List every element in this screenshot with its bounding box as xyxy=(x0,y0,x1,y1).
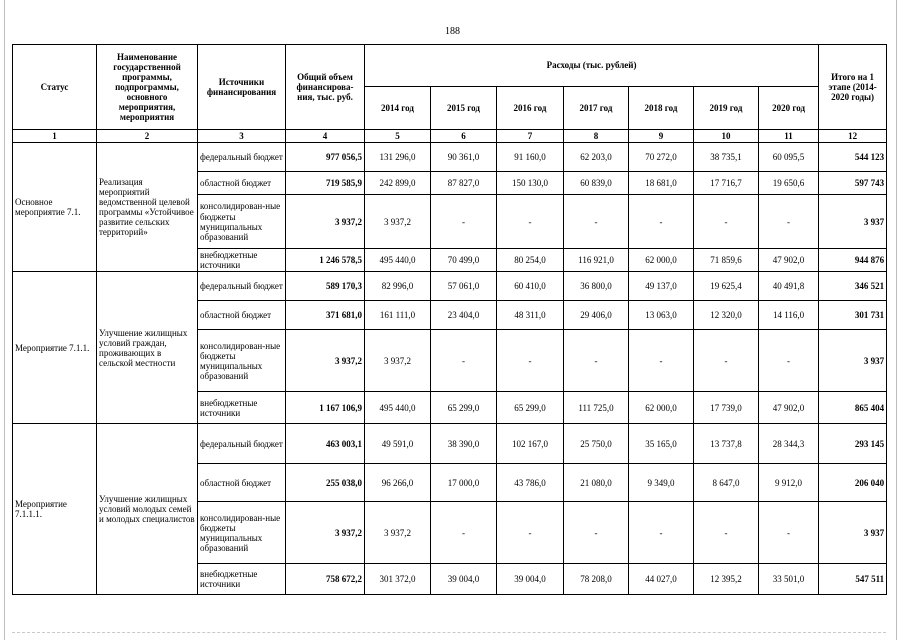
stage-total-cell: 3 937 xyxy=(819,195,887,249)
year-value-cell: 242 899,0 xyxy=(365,172,431,195)
year-value-cell: - xyxy=(629,195,694,249)
year-value-cell: 38 390,0 xyxy=(431,424,497,464)
year-value-cell: 33 501,0 xyxy=(759,564,819,595)
year-value-cell: 40 491,8 xyxy=(759,272,819,301)
stage-total-cell: 3 937 xyxy=(819,502,887,564)
year-value-cell: 102 167,0 xyxy=(497,424,564,464)
year-value-cell: 21 080,0 xyxy=(564,464,629,502)
year-value-cell: 96 266,0 xyxy=(365,464,431,502)
year-value-cell: 495 440,0 xyxy=(365,392,431,424)
column-number: 1 xyxy=(13,130,97,143)
program-name-cell: Реализация мероприятий ведомственной целевой программы «Устойчивое развитие сельских территорий» xyxy=(97,143,198,272)
year-value-cell: - xyxy=(694,502,759,564)
year-value-cell: 17 739,0 xyxy=(694,392,759,424)
year-value-cell: 150 130,0 xyxy=(497,172,564,195)
column-number: 4 xyxy=(286,130,365,143)
year-value-cell: 36 800,0 xyxy=(564,272,629,301)
program-name-cell: Улучшение жилищных условий граждан, проживающих в сельской местности xyxy=(97,272,198,424)
year-value-cell: 62 203,0 xyxy=(564,143,629,172)
scan-footer-artifact xyxy=(12,632,886,635)
year-value-cell: - xyxy=(564,502,629,564)
year-value-cell: 71 859,6 xyxy=(694,249,759,272)
stage-total-cell: 3 937 xyxy=(819,330,887,392)
column-number: 6 xyxy=(431,130,497,143)
header-year: 2015 год xyxy=(431,87,497,130)
year-value-cell: - xyxy=(759,330,819,392)
total-volume-cell: 463 003,1 xyxy=(286,424,365,464)
year-value-cell: 18 681,0 xyxy=(629,172,694,195)
stage-total-cell: 293 145 xyxy=(819,424,887,464)
table-row xyxy=(13,424,887,464)
year-value-cell: 23 404,0 xyxy=(431,301,497,330)
header-year: 2017 год xyxy=(564,87,629,130)
year-value-cell: 17 000,0 xyxy=(431,464,497,502)
year-value-cell: 48 311,0 xyxy=(497,301,564,330)
stage-total-cell: 597 743 xyxy=(819,172,887,195)
total-volume-cell: 255 038,0 xyxy=(286,464,365,502)
year-value-cell: 19 625,4 xyxy=(694,272,759,301)
scan-edge-left xyxy=(4,0,5,640)
year-value-cell: 12 395,2 xyxy=(694,564,759,595)
funding-source-cell: внебюджетные источники xyxy=(198,249,286,272)
year-value-cell: 3 937,2 xyxy=(365,330,431,392)
header-year: 2016 год xyxy=(497,87,564,130)
year-value-cell: - xyxy=(497,330,564,392)
year-value-cell: - xyxy=(431,502,497,564)
total-volume-cell: 3 937,2 xyxy=(286,195,365,249)
year-value-cell: 62 000,0 xyxy=(629,392,694,424)
year-value-cell: - xyxy=(431,330,497,392)
page-number: 188 xyxy=(445,26,460,37)
year-value-cell: - xyxy=(564,195,629,249)
year-value-cell: 70 499,0 xyxy=(431,249,497,272)
header-status: Статус xyxy=(13,45,97,130)
year-value-cell: 3 937,2 xyxy=(365,502,431,564)
funding-source-cell: внебюджетные источники xyxy=(198,564,286,595)
year-value-cell: 25 750,0 xyxy=(564,424,629,464)
year-value-cell: 78 208,0 xyxy=(564,564,629,595)
total-volume-cell: 1 167 106,9 xyxy=(286,392,365,424)
year-value-cell: 43 786,0 xyxy=(497,464,564,502)
funding-source-cell: внебюджетные источники xyxy=(198,392,286,424)
year-value-cell: 60 095,5 xyxy=(759,143,819,172)
total-volume-cell: 3 937,2 xyxy=(286,330,365,392)
year-value-cell: - xyxy=(497,502,564,564)
funding-source-cell: областной бюджет xyxy=(198,301,286,330)
year-value-cell: - xyxy=(694,195,759,249)
stage-total-cell: 547 511 xyxy=(819,564,887,595)
year-value-cell: 495 440,0 xyxy=(365,249,431,272)
total-volume-cell: 371 681,0 xyxy=(286,301,365,330)
year-value-cell: - xyxy=(759,502,819,564)
year-value-cell: 35 165,0 xyxy=(629,424,694,464)
year-value-cell: - xyxy=(564,330,629,392)
year-value-cell: 91 160,0 xyxy=(497,143,564,172)
column-number: 7 xyxy=(497,130,564,143)
total-volume-cell: 758 672,2 xyxy=(286,564,365,595)
stage-total-cell: 346 521 xyxy=(819,272,887,301)
year-value-cell: 13 737,8 xyxy=(694,424,759,464)
year-value-cell: 28 344,3 xyxy=(759,424,819,464)
stage-total-cell: 206 040 xyxy=(819,464,887,502)
header-year: 2019 год xyxy=(694,87,759,130)
funding-source-cell: федеральный бюджет xyxy=(198,424,286,464)
funding-source-cell: областной бюджет xyxy=(198,172,286,195)
year-value-cell: 80 254,0 xyxy=(497,249,564,272)
header-total-volume: Общий объем финансирова-ния, тыс. руб. xyxy=(286,45,365,130)
header-name: Наименование государственной программы, подпрограммы, основного мероприятия, мероприятия xyxy=(97,45,198,130)
year-value-cell: 3 937,2 xyxy=(365,195,431,249)
status-cell: Основное мероприятие 7.1. xyxy=(13,143,97,272)
total-volume-cell: 3 937,2 xyxy=(286,502,365,564)
year-value-cell: 90 361,0 xyxy=(431,143,497,172)
header-year: 2014 год xyxy=(365,87,431,130)
year-value-cell: - xyxy=(629,502,694,564)
funding-source-cell: консолидирован-ные бюджеты муниципальных образований xyxy=(198,195,286,249)
status-cell: Мероприятие 7.1.1.1. xyxy=(13,424,97,595)
year-value-cell: 70 272,0 xyxy=(629,143,694,172)
year-value-cell: 9 912,0 xyxy=(759,464,819,502)
table-row xyxy=(13,272,887,301)
year-value-cell: - xyxy=(629,330,694,392)
total-volume-cell: 1 246 578,5 xyxy=(286,249,365,272)
status-cell: Мероприятие 7.1.1. xyxy=(13,272,97,424)
year-value-cell: 47 902,0 xyxy=(759,249,819,272)
year-value-cell: 131 296,0 xyxy=(365,143,431,172)
stage-total-cell: 865 404 xyxy=(819,392,887,424)
column-number: 2 xyxy=(97,130,198,143)
year-value-cell: 38 735,1 xyxy=(694,143,759,172)
total-volume-cell: 977 056,5 xyxy=(286,143,365,172)
year-value-cell: - xyxy=(759,195,819,249)
year-value-cell: 65 299,0 xyxy=(431,392,497,424)
year-value-cell: 301 372,0 xyxy=(365,564,431,595)
year-value-cell: 60 410,0 xyxy=(497,272,564,301)
header-sources: Источники финансирования xyxy=(198,45,286,130)
funding-source-cell: федеральный бюджет xyxy=(198,143,286,172)
funding-source-cell: консолидирован-ные бюджеты муниципальных образований xyxy=(198,330,286,392)
year-value-cell: 19 650,6 xyxy=(759,172,819,195)
year-value-cell: 49 591,0 xyxy=(365,424,431,464)
column-number: 10 xyxy=(694,130,759,143)
year-value-cell: - xyxy=(694,330,759,392)
year-value-cell: 116 921,0 xyxy=(564,249,629,272)
total-volume-cell: 719 585,9 xyxy=(286,172,365,195)
year-value-cell: 87 827,0 xyxy=(431,172,497,195)
header-year: 2018 год xyxy=(629,87,694,130)
column-number: 9 xyxy=(629,130,694,143)
year-value-cell: 60 839,0 xyxy=(564,172,629,195)
year-value-cell: 29 406,0 xyxy=(564,301,629,330)
year-value-cell: 12 320,0 xyxy=(694,301,759,330)
year-value-cell: - xyxy=(497,195,564,249)
year-value-cell: 47 902,0 xyxy=(759,392,819,424)
year-value-cell: - xyxy=(431,195,497,249)
scan-edge-right xyxy=(896,0,897,640)
year-value-cell: 17 716,7 xyxy=(694,172,759,195)
year-value-cell: 39 004,0 xyxy=(431,564,497,595)
financing-table xyxy=(12,44,887,595)
stage-total-cell: 944 876 xyxy=(819,249,887,272)
year-value-cell: 57 061,0 xyxy=(431,272,497,301)
table-row xyxy=(13,143,887,172)
column-number: 8 xyxy=(564,130,629,143)
year-value-cell: 39 004,0 xyxy=(497,564,564,595)
column-number: 11 xyxy=(759,130,819,143)
year-value-cell: 44 027,0 xyxy=(629,564,694,595)
funding-source-cell: областной бюджет xyxy=(198,464,286,502)
year-value-cell: 161 111,0 xyxy=(365,301,431,330)
header-year: 2020 год xyxy=(759,87,819,130)
year-value-cell: 82 996,0 xyxy=(365,272,431,301)
total-volume-cell: 589 170,3 xyxy=(286,272,365,301)
stage-total-cell: 544 123 xyxy=(819,143,887,172)
year-value-cell: 65 299,0 xyxy=(497,392,564,424)
year-value-cell: 14 116,0 xyxy=(759,301,819,330)
year-value-cell: 111 725,0 xyxy=(564,392,629,424)
year-value-cell: 9 349,0 xyxy=(629,464,694,502)
year-value-cell: 49 137,0 xyxy=(629,272,694,301)
header-final-total: Итого на 1 этапе (2014-2020 годы) xyxy=(819,45,887,130)
column-number: 12 xyxy=(819,130,887,143)
column-number: 5 xyxy=(365,130,431,143)
program-name-cell: Улучшение жилищных условий молодых семей и молодых специалистов xyxy=(97,424,198,595)
header-expenses: Расходы (тыс. рублей) xyxy=(365,45,819,87)
year-value-cell: 62 000,0 xyxy=(629,249,694,272)
year-value-cell: 13 063,0 xyxy=(629,301,694,330)
funding-source-cell: консолидирован-ные бюджеты муниципальных образований xyxy=(198,502,286,564)
funding-source-cell: федеральный бюджет xyxy=(198,272,286,301)
stage-total-cell: 301 731 xyxy=(819,301,887,330)
year-value-cell: 8 647,0 xyxy=(694,464,759,502)
column-number: 3 xyxy=(198,130,286,143)
